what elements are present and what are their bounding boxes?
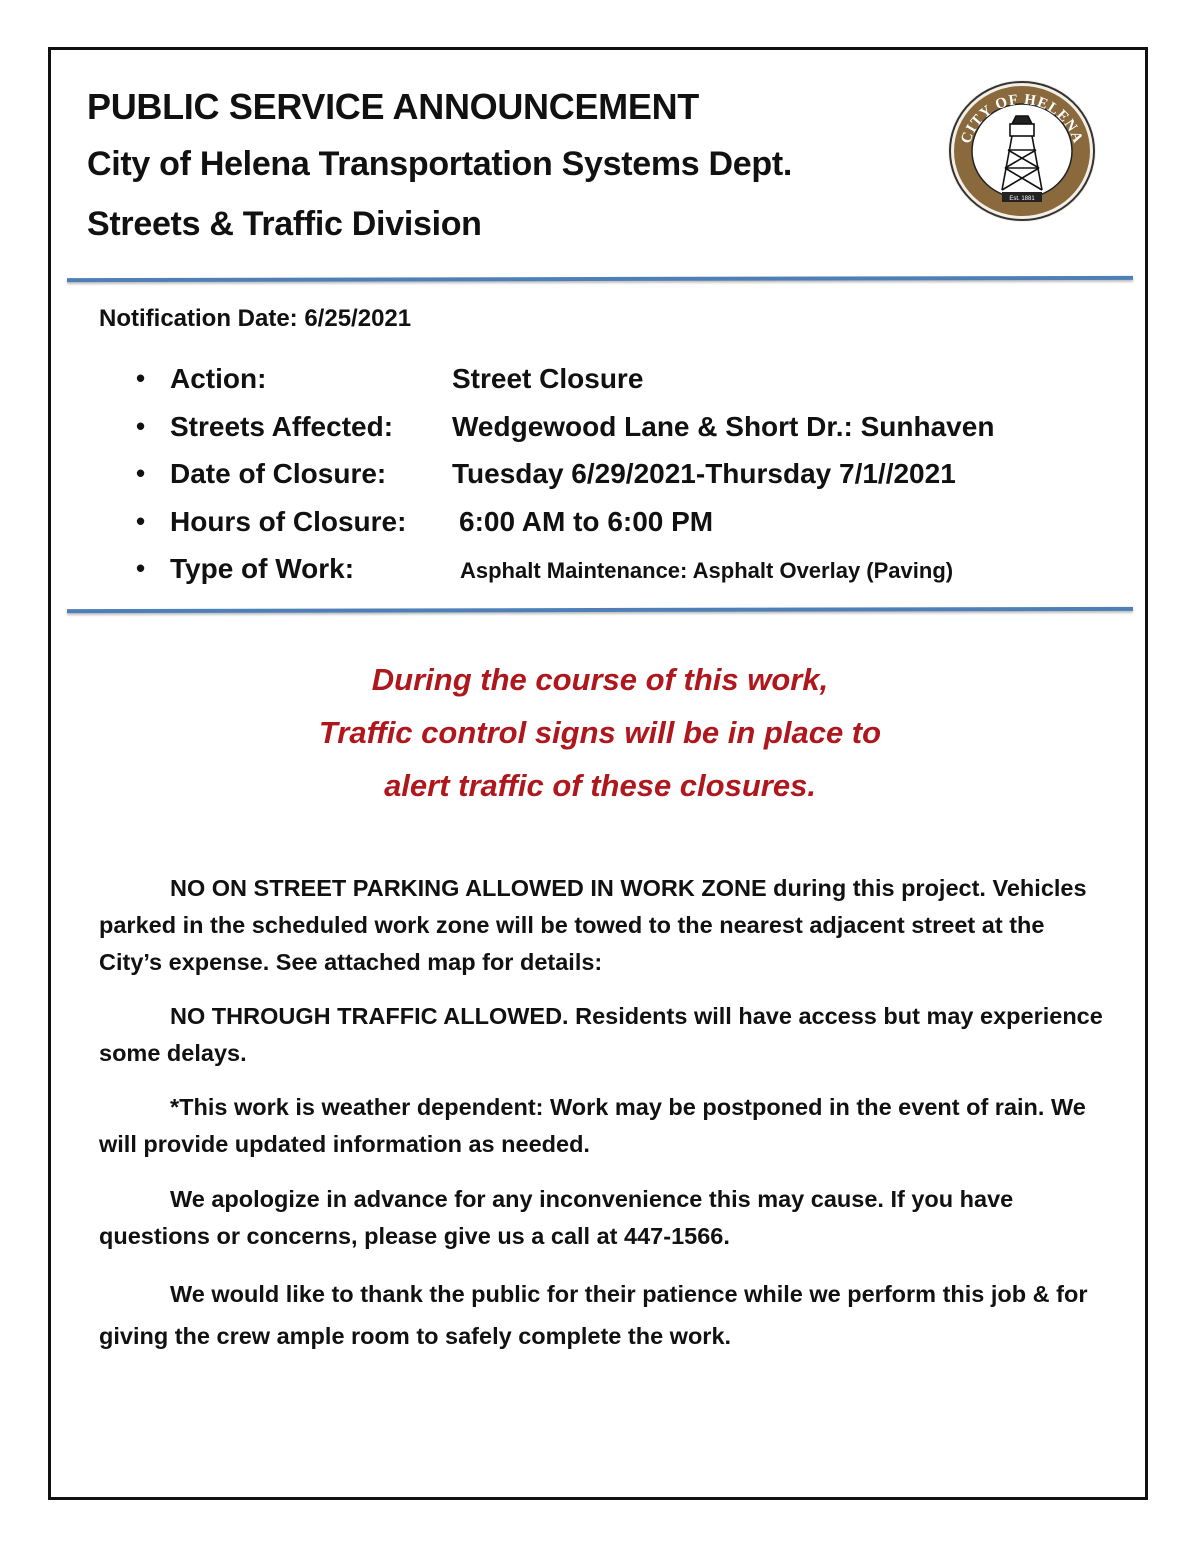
seal-established: Est. 1881 bbox=[1009, 196, 1035, 202]
through-traffic-paragraph: NO THROUGH TRAFFIC ALLOWED. Residents will have access but may experience some delays. bbox=[99, 1003, 1103, 1066]
bullet-icon: • bbox=[136, 505, 146, 536]
alert-line: During the course of this work, bbox=[371, 662, 829, 697]
svg-text:CITY OF HELENA: CITY OF HELENA bbox=[958, 91, 1086, 146]
apology-paragraph: We apologize in advance for any inconvenience this may cause. If you have questions or concerns, please give us a call at 447-1566. bbox=[99, 1186, 1014, 1249]
notification-date: Notification Date: 6/25/2021 bbox=[99, 305, 412, 332]
bullet-icon: • bbox=[136, 410, 146, 441]
announcement-title: PUBLIC SERVICE ANNOUNCEMENT bbox=[87, 86, 699, 127]
bullet-icon: • bbox=[136, 458, 146, 488]
fact-label: Hours of Closure: bbox=[170, 505, 407, 537]
department-name: City of Helena Transportation Systems Dept. bbox=[87, 145, 793, 183]
bullet-icon: • bbox=[136, 363, 146, 393]
fact-label: Type of Work: bbox=[170, 553, 355, 584]
bullet-icon: • bbox=[136, 553, 146, 583]
fact-value: Street Closure bbox=[452, 363, 644, 394]
fact-label: Streets Affected: bbox=[170, 410, 394, 442]
fact-label: Action: bbox=[170, 363, 267, 394]
alert-line: Traffic control signs will be in place to bbox=[318, 715, 882, 750]
division-name: Streets & Traffic Division bbox=[87, 205, 482, 243]
city-of-helena-seal-logo bbox=[946, 78, 1098, 224]
fact-value: Tuesday 6/29/2021-Thursday 7/1//2021 bbox=[452, 458, 956, 489]
fact-label: Date of Closure: bbox=[170, 458, 387, 489]
fact-value: Asphalt Maintenance: Asphalt Overlay (Paving) bbox=[460, 558, 954, 583]
weather-paragraph: *This work is weather dependent: Work may be postponed in the event of rain. We will provide updated information as needed. bbox=[99, 1094, 1086, 1157]
thanks-paragraph: We would like to thank the public for their patience while we perform this job & for giving the crew ample room to safely complete the work. bbox=[99, 1281, 1088, 1349]
fact-value: 6:00 AM to 6:00 PM bbox=[459, 505, 714, 537]
fact-value: Wedgewood Lane & Short Dr.: Sunhaven bbox=[452, 410, 995, 442]
alert-line: alert traffic of these closures. bbox=[384, 768, 816, 803]
parking-notice-paragraph: NO ON STREET PARKING ALLOWED IN WORK ZONE during this project. Vehicles parked in the scheduled work zone will be towed to the nearest adjacent street at the City’s expense. See attached map for details: bbox=[99, 875, 1087, 975]
